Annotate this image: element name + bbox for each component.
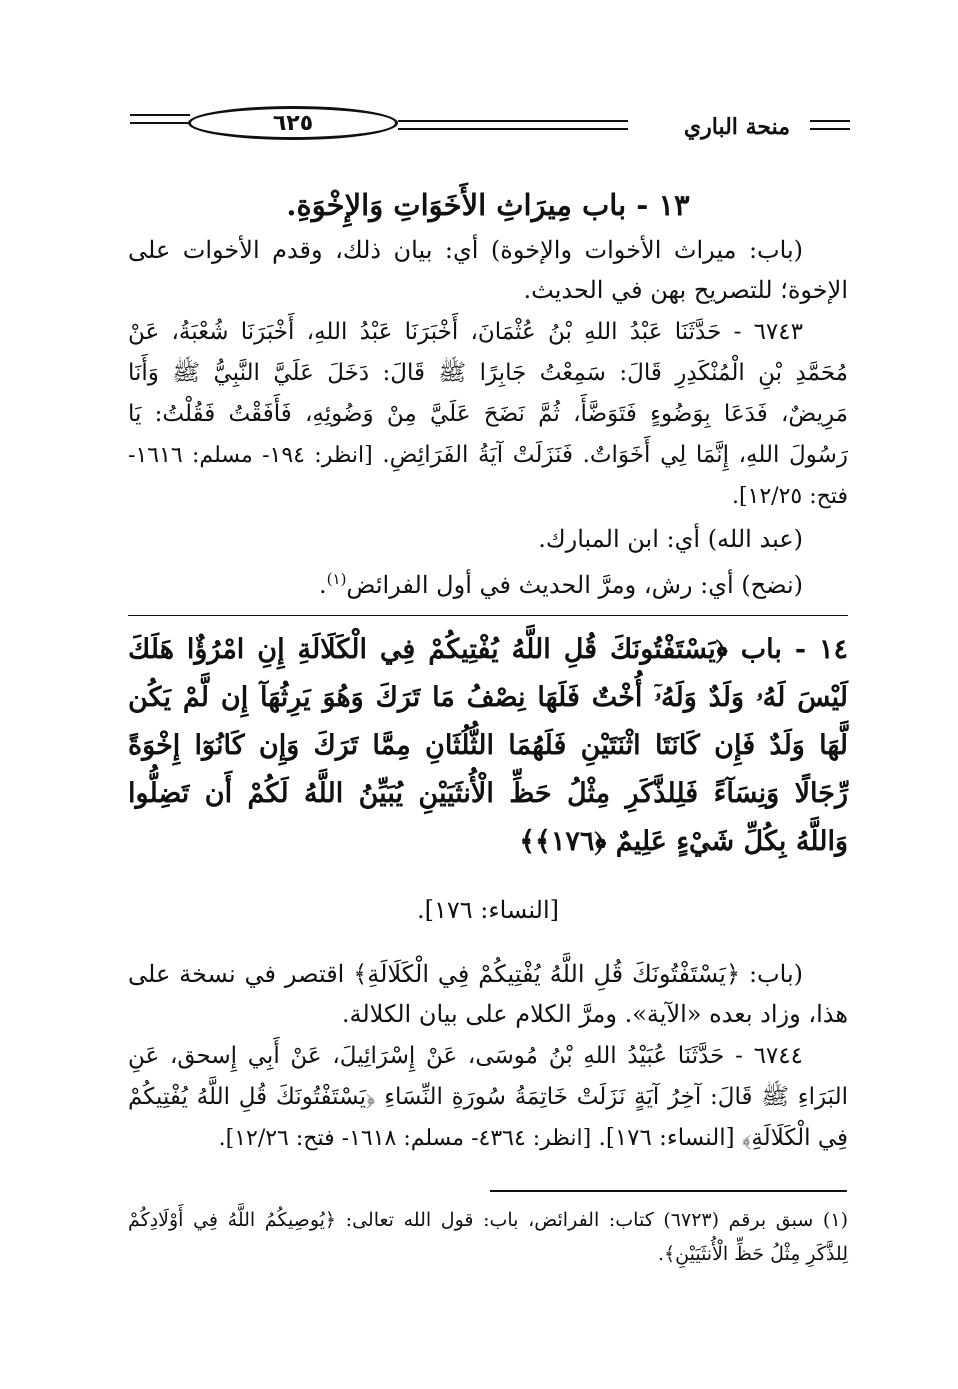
hadith-6744-text: ٦٧٤٤ - حَدَّثَنَا عُبَيْدُ اللهِ بْنُ مُوسَى، عَنْ إِسْرَائِيلَ، عَنْ أَبِي إِسحق، عَنِ البَرَاءِ ﷺ قَالَ: آخِرُ آيَةٍ نَزَلَتْ خَاتِمَةُ سُورَةِ النِّسَاءِ ﴿يَسْتَفْتُونَكَ قُلِ اللَّهُ يُفْتِيكُمْ فِي الْكَلَالَةِ﴾ [النساء: ١٧٦]. (128, 1043, 848, 1151)
page-number: ٦٢٥ (272, 110, 314, 136)
book-title: منحة الباري (683, 114, 790, 140)
page-number-oval (188, 106, 398, 140)
verse-reference: [النساء: ١٧٦]. (417, 896, 559, 924)
header-rule-right (810, 120, 850, 122)
note-nadaha: (نضح) أي: رش، ومرَّ الحديث في أول الفرائض$^{(١)}$. (319, 570, 803, 599)
header-rule-middle-2 (398, 128, 628, 130)
hadith-6744 (128, 1036, 848, 1159)
section-14-commentary: (باب: ﴿يَسْتَفْتُونَكَ قُلِ اللَّهُ يُفْتِيكُمْ فِي الْكَلَالَةِ﴾ اقتصر في نسخة على هذا، وزاد بعده «الآية». ومرَّ الكلام على بيان الكلالة. (128, 960, 848, 1028)
header-rule-left (130, 114, 190, 116)
footnote-separator (490, 1190, 847, 1192)
quran-verse-176: ﴿يَسْتَفْتُونَكَ قُلِ اللَّهُ يُفْتِيكُمْ فِي الْكَلَالَةِ إِنِ امْرُؤٌا هَلَكَ لَيْسَ لَهُۥ وَلَدٌ وَلَهُۥٓ أُخْتٌ فَلَهَا نِصْفُ مَا تَرَكَ وَهُوَ يَرِثُهَآ إِن لَّمْ يَكُن لَّهَا وَلَدٌ فَإِن كَانَتَا اثْنَتَيْنِ فَلَهُمَا الثُّلُثَانِ مِمَّا تَرَكَ وَإِن كَانُوٓا إِخْوَةً رِّجَالًا وَنِسَآءً فَلِلذَّكَرِ مِثْلُ حَظِّ الْأُنثَيَيْنِ يُبَيِّنُ اللَّهُ لَكُمْ أَن تَضِلُّوا وَاللَّهُ بِكُلِّ شَيْءٍ عَلِيمٌ ﴿١٧٦﴾﴾ (128, 634, 848, 857)
header-rule-left-2 (130, 122, 190, 124)
hadith-6743 (128, 312, 848, 517)
footnote-1: (١) سبق برقم (٦٧٢٣) كتاب: الفرائض، باب: قول الله تعالى: ﴿يُوصِيكُمُ اللَّهُ فِي أَوْلَادِكُمْ لِلذَّكَرِ مِثْلُ حَظِّ الْأُنثَيَيْنِ﴾. (128, 1209, 848, 1265)
section-13-commentary: (باب: ميراث الأخوات والإخوة) أي: بيان ذلك، وقدم الأخوات على الإخوة؛ للتصريح بهن في الحديث. (128, 236, 848, 304)
header-rule-middle (398, 120, 628, 122)
note-nadaha-text: (نضح) أي: رش، ومرَّ الحديث في أول الفرائض (346, 571, 803, 599)
header-rule-right-2 (810, 128, 850, 130)
running-header (130, 92, 850, 152)
footnotes (128, 1203, 848, 1271)
hadith-6743-reference: [انظر: ١٩٤- مسلم: ١٦١٦- فتح: ١٢/٢٥]. (128, 443, 848, 509)
section-divider (128, 615, 848, 616)
section-13-heading: ١٣ - باب مِيرَاثِ الأَخَوَاتِ وَالإِخْوَةِ. (286, 188, 690, 222)
hadith-6743-text: ٦٧٤٣ - حَدَّثَنَا عَبْدُ اللهِ بْنُ عُثْمَانَ، أَخْبَرَنَا عَبْدُ اللهِ، أَخْبَرَنَا شُعْبَةُ، عَنْ مُحَمَّدِ بْنِ الْمُنْكَدِرِ قَالَ: سَمِعْتُ جَابِرًا ﷺ قَالَ: دَخَلَ عَلَيَّ النَّبِيُّ ﷺ وَأَنَا مَرِيضٌ، فَدَعَا بِوَضُوءٍ فَتَوَضَّأَ، ثُمَّ نَضَحَ عَلَيَّ مِنْ وَضُوئِهِ، فَأَفَقْتُ فَقُلْتُ: يَا رَسُولَ اللهِ، إِنَّمَا لِي أَخَوَاتٌ. فَنَزَلَتْ آيَةُ الفَرَائِضِ. (128, 319, 848, 468)
section-14-heading (128, 626, 848, 866)
section-14-heading-prefix: ١٤ - باب (740, 634, 848, 665)
main-text (128, 182, 848, 1161)
note-abdullah: (عبد الله) أي: ابن المبارك. (538, 525, 803, 553)
hadith-6744-reference: [انظر: ٤٣٦٤- مسلم: ١٦١٨- فتح: ١٢/٢٦]. (218, 1126, 592, 1151)
footnote-marker-1: (١) (326, 570, 347, 588)
